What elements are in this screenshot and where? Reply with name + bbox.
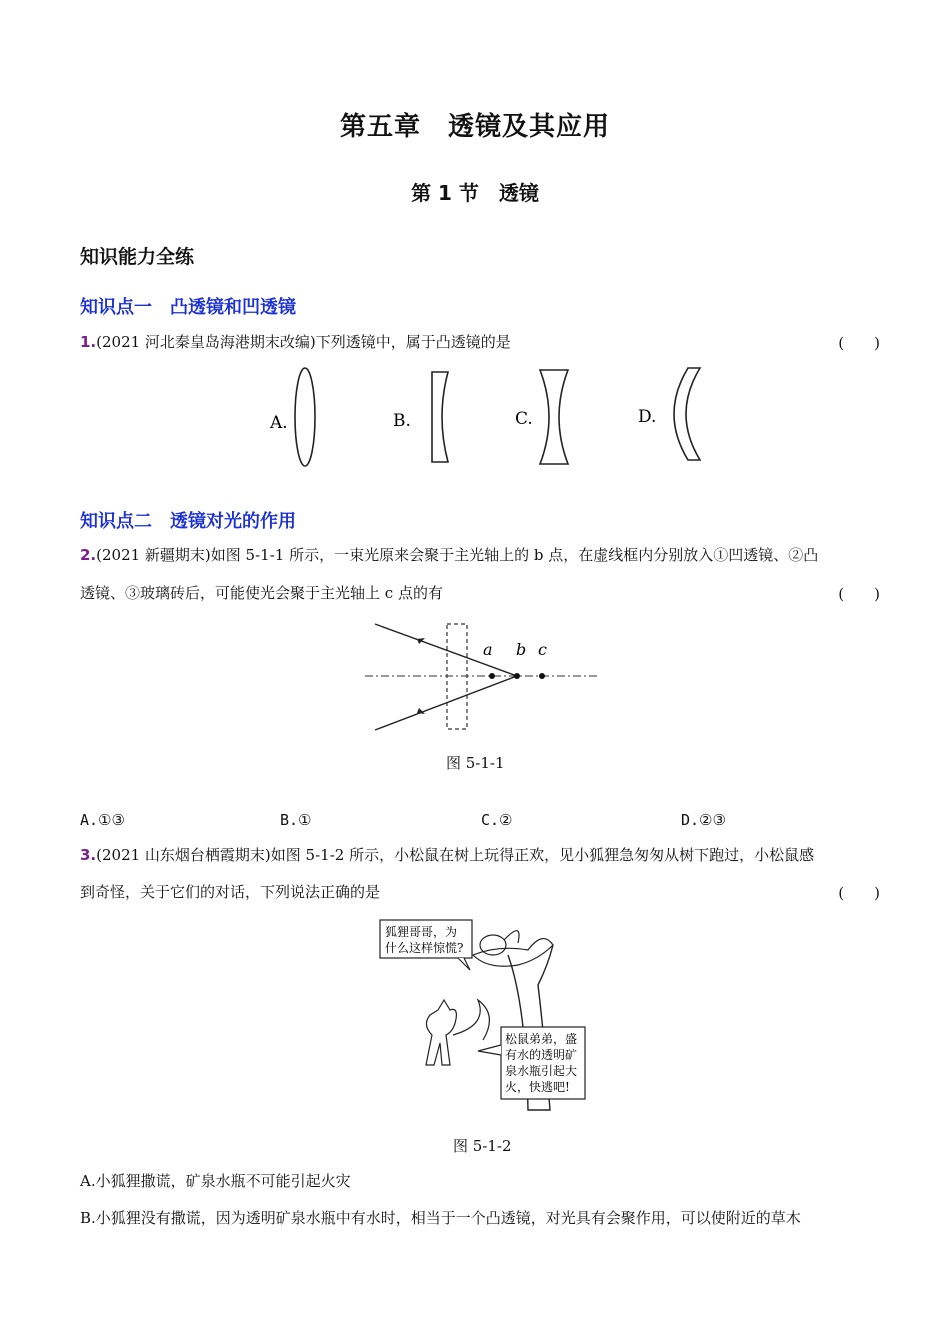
question-1-answer-blank: ( ): [838, 334, 880, 352]
convex-lens-shape: [295, 368, 315, 466]
squirrel-icon: [480, 935, 506, 955]
option-d-label: D.: [638, 407, 657, 427]
squirrel-fox-cartoon: [378, 915, 590, 1115]
option-c-label: C.: [515, 409, 533, 429]
question-2-answer-blank: ( ): [838, 585, 880, 603]
light-convergence-figure: [365, 618, 605, 738]
question-3-stem-line-2: 到奇怪，关于它们的对话，下列说法正确的是: [80, 883, 381, 901]
arrow-upper-icon: [417, 638, 425, 644]
knowledge-point-1-heading: 知识点一 凸透镜和凹透镜: [80, 297, 296, 318]
bubble1-line1: 狐狸哥哥，为: [385, 925, 458, 939]
question-3-stem-line-1: [80, 845, 880, 865]
bubble2-line3: 泉水瓶引起大: [505, 1064, 578, 1078]
bubble-tail: [458, 958, 470, 970]
question-1-stem: [80, 332, 880, 352]
biconcave-lens-shape: [540, 370, 568, 464]
question-3-answer-blank: ( ): [838, 884, 880, 902]
incident-ray-upper: [375, 624, 517, 676]
option-b-label: B.: [393, 411, 411, 431]
label-a: a: [483, 640, 493, 659]
point-a: [489, 673, 495, 679]
fox-icon: [426, 1000, 456, 1065]
lens-options-figure: [260, 362, 720, 472]
question-1-text: (2021 河北秦皇岛海港期末改编)下列透镜中，属于凸透镜的是: [96, 333, 511, 351]
option-a-label: A.: [270, 413, 288, 433]
question-3-text-1: (2021 山东烟台栖霞期末)如图 5-1-2 所示，小松鼠在树上玩得正欢，见小狐狸急匆匆从树下跑过，小松鼠感: [96, 846, 815, 864]
figure-5-1-1-caption: 图 5-1-1: [446, 754, 505, 772]
question-3-option-a: A.小狐狸撒谎，矿泉水瓶不可能引起火灾: [80, 1172, 351, 1190]
label-c: c: [538, 640, 547, 659]
section-title: 第 1 节 透镜: [411, 181, 539, 205]
question-2-text-1: (2021 新疆期末)如图 5-1-1 所示，一束光原来会聚于主光轴上的 b 点，在虚线框内分别放入①凹透镜、②凸: [96, 546, 819, 564]
label-b: b: [516, 640, 527, 659]
question-2-option-a: A.①③: [80, 811, 125, 829]
question-2-option-c: C.②: [481, 811, 513, 829]
bubble2-tail: [478, 1045, 501, 1055]
figure-5-1-2-caption: 图 5-1-2: [453, 1137, 512, 1155]
point-c: [539, 673, 545, 679]
question-1-number: 1.: [80, 333, 97, 351]
question-2-option-d: D.②③: [681, 811, 726, 829]
question-2-stem-line-1: [80, 545, 880, 565]
bubble2-line1: 松鼠弟弟，盛: [505, 1032, 578, 1046]
squirrel-tail: [504, 931, 519, 943]
chapter-title: 第五章 透镜及其应用: [339, 112, 610, 142]
plano-concave-lens-shape: [432, 372, 448, 462]
question-2-option-b: B.①: [280, 811, 312, 829]
bubble2-line4: 火，快逃吧!: [505, 1080, 570, 1094]
fox-tail: [453, 1000, 489, 1040]
question-2-stem-line-2: 透镜、③玻璃砖后，可能使光会聚于主光轴上 c 点的有: [80, 584, 443, 602]
incident-ray-lower: [375, 676, 517, 730]
knowledge-point-2-heading: 知识点二 透镜对光的作用: [80, 511, 296, 532]
question-3-option-b: B.小狐狸没有撒谎，因为透明矿泉水瓶中有水时，相当于一个凸透镜，对光具有会聚作用，可以使附近的草木: [80, 1209, 801, 1227]
meniscus-lens-shape: [674, 368, 700, 460]
practice-heading: 知识能力全练: [80, 246, 195, 268]
question-2-number: 2.: [80, 546, 97, 564]
point-b: [514, 673, 520, 679]
bubble1-line2: 什么这样惊慌?: [385, 941, 464, 955]
bubble2-line2: 有水的透明矿: [505, 1048, 578, 1062]
question-3-number: 3.: [80, 846, 97, 864]
